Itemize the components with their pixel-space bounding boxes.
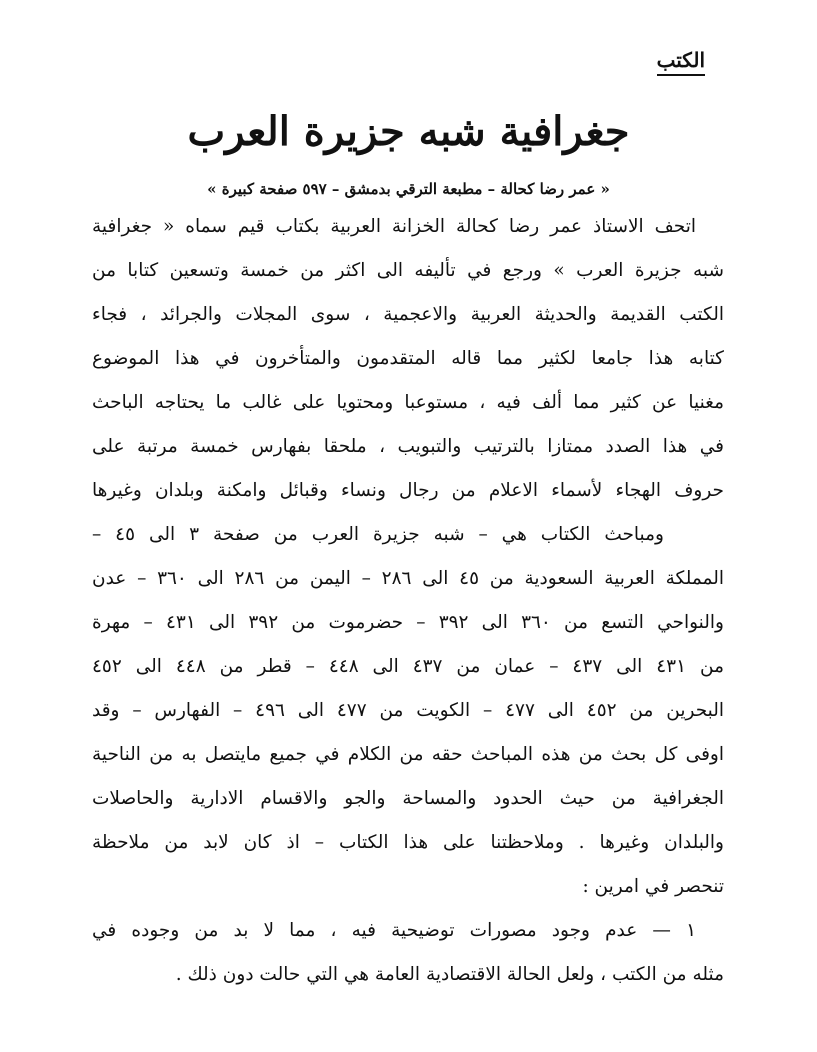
text-line: الكتب القديمة والحديثة العربية والاعجمية ، سوى المجلات والجرائد ، فجاء	[92, 304, 724, 325]
text-line: مثله من الكتب ، ولعل الحالة الاقتصادية العامة هي التي حالت دون ذلك .	[175, 964, 724, 985]
text-line: اتحف الاستاذ عمر رضا كحالة الخزانة العربية بكتاب قيم سماه « جغرافية	[92, 216, 696, 237]
text-line: مغنيا عن كثير مما ألف فيه ، مستوعبا ومحتويا على غالب ما يحتاجه الباحث	[92, 392, 724, 413]
text-line: الجغرافية من حيث الحدود والمساحة والجو والاقسام الادارية والحاصلات	[92, 788, 724, 809]
text-line: اوفى كل بحث من هذه المباحث حقه من الكلام في جميع مايتصل به من الناحية	[92, 744, 724, 765]
text-line: البحرين من ٤٥٢ الى ٤٧٧ – الكويت من ٤٧٧ الى ٤٩٦ – الفهارس – وقد	[92, 700, 724, 721]
text-line: في هذا الصدد ممتازا بالترتيب والتبويب ، ملحقا بفهارس خمسة مرتبة على	[92, 436, 724, 457]
text-line: من ٤٣١ الى ٤٣٧ – عمان من ٤٣٧ الى ٤٤٨ – قطر من ٤٤٨ الى ٤٥٢	[92, 656, 724, 677]
book-title: جغرافية شبه جزيرة العرب	[187, 108, 630, 155]
text-line: حروف الهجاء لأسماء الاعلام من رجال ونساء وقبائل وامكنة وبلدان وغيرها	[92, 480, 724, 501]
text-line: تنحصر في امرين :	[582, 876, 724, 897]
text-line: شبه جزيرة العرب » ورجع في تأليفه الى اكثر من خمسة وتسعين كتابا من	[92, 260, 724, 281]
text-line: ١ — عدم وجود مصورات توضيحية فيه ، مما لا بد من وجوده في	[92, 920, 696, 941]
book-citation: « عمر رضا كحالة – مطبعة الترقي بدمشق – ٥٩٧ صفحة كبيرة »	[207, 180, 610, 198]
text-line: والبلدان وغيرها . وملاحظتنا على هذا الكتاب – اذ كان لابد من ملاحظة	[92, 832, 724, 853]
text-line: والنواحي التسع من ٣٦٠ الى ٣٩٢ – حضرموت من ٣٩٢ الى ٤٣١ – مهرة	[92, 612, 724, 633]
text-line: المملكة العربية السعودية من ٤٥ الى ٢٨٦ – اليمن من ٢٨٦ الى ٣٦٠ – عدن	[92, 568, 724, 589]
section-label: الكتب	[657, 48, 705, 76]
text-line: ومباحث الكتاب هي – شبه جزيرة العرب من صفحة ٣ الى ٤٥ –	[92, 524, 664, 545]
text-line: كتابه هذا جامعا لكثير مما قاله المتقدمون والمتأخرون في هذا الموضوع	[92, 348, 724, 369]
review-body	[92, 205, 724, 997]
